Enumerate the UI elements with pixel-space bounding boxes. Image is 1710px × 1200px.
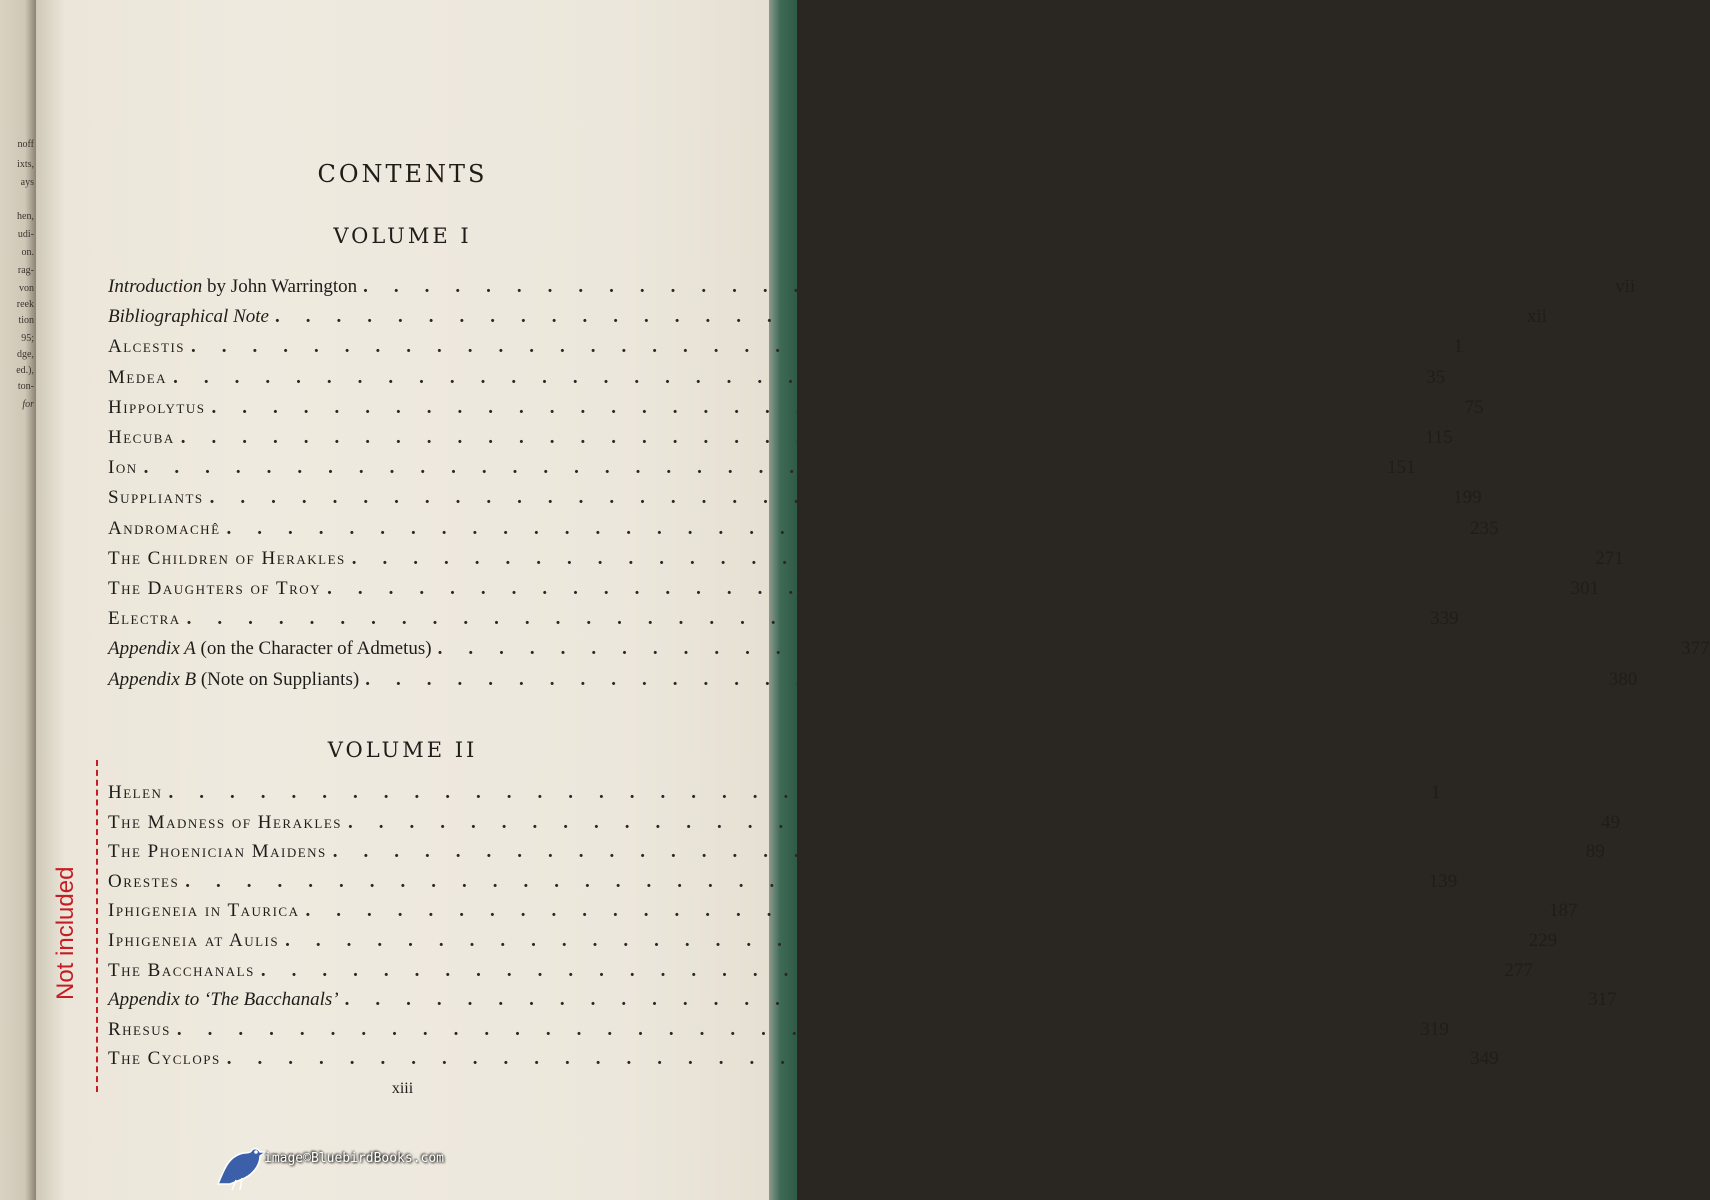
toc-entry-title: Ion: [108, 457, 138, 479]
toc-entry-title: Medea: [108, 366, 168, 388]
watermark-text: image©BluebirdBooks.com: [264, 1151, 445, 1166]
toc-entry-page: 89: [1585, 841, 1605, 863]
dot-leader: ........................................: [260, 959, 1491, 981]
toc-entry: [108, 396, 1484, 423]
left-fragment: udi-: [17, 229, 34, 240]
dot-leader: ........................................: [274, 306, 1505, 328]
toc-entry-title: The Cyclops: [108, 1048, 221, 1070]
toc-entry: [108, 427, 1453, 453]
toc-entry: [108, 517, 1499, 544]
toc-entry: [108, 959, 1533, 986]
toc-entry-title-italic: Bibliographical Note: [108, 306, 269, 328]
left-fragment: hen,: [17, 211, 34, 222]
toc-entry: [108, 547, 1624, 574]
dot-leader: ........................................: [351, 547, 1582, 569]
toc-entry-page: 187: [1548, 900, 1578, 922]
toc-entry-page: 35: [1426, 366, 1446, 388]
bluebird-icon: [210, 1140, 270, 1192]
left-fragment: ton-: [17, 381, 34, 392]
toc-entry: [108, 841, 1605, 867]
dot-leader: ........................................: [285, 930, 1516, 951]
toc-entry-page: 277: [1504, 959, 1533, 981]
toc-entry-title: [108, 276, 357, 298]
toc-entry: [108, 1018, 1449, 1045]
toc-entry: [108, 1048, 1499, 1074]
previous-page-edge: [0, 0, 36, 1200]
dot-leader: ........................................: [186, 608, 1417, 630]
dot-leader: ........................................: [327, 578, 1558, 599]
toc-entry: [108, 870, 1458, 897]
dot-leader: ........................................: [176, 1018, 1407, 1040]
toc-entry-title: Rhesus: [108, 1018, 171, 1040]
toc-entry-page: 380: [1608, 668, 1638, 690]
toc-entry-title: The Children of Herakles: [108, 547, 346, 569]
left-fragment: ed.),: [16, 365, 34, 376]
toc-entry-title: [108, 638, 432, 660]
dot-leader: ........................................: [347, 811, 1578, 833]
dot-leader: ........................................: [226, 1048, 1457, 1070]
left-fragment: noff: [17, 139, 34, 150]
dot-leader: ........................................: [209, 487, 1440, 509]
toc-entry-title-rest: by John Warrington: [202, 276, 358, 297]
toc-entry: [108, 930, 1558, 956]
dot-leader: ........................................: [185, 870, 1416, 892]
toc-entry-title: Andromachê: [108, 517, 221, 539]
toc-entry-title: The Phoenician Maidens: [108, 841, 327, 863]
toc-entry-title: [108, 669, 359, 691]
toc-entry-title: Alcestis: [108, 336, 186, 358]
toc-entry-page: vii: [1615, 276, 1636, 297]
toc-entry-page: 139: [1428, 870, 1458, 892]
toc-entry-title: [108, 989, 339, 1011]
toc-entry-title-rest: (on the Character of Admetus): [195, 638, 432, 660]
dot-leader: ........................................: [168, 782, 1399, 803]
not-included-label: Not included: [52, 866, 79, 1000]
toc-entry-title: Hippolytus: [108, 396, 206, 418]
toc-entry: [108, 638, 1710, 664]
left-fragment: ixts,: [17, 159, 34, 170]
toc-entry-title: Electra: [108, 608, 181, 630]
toc-entry-title-rest: (Note on Suppliants): [196, 668, 360, 690]
page-number: xiii: [391, 1080, 414, 1097]
toc-entry: [108, 782, 1441, 808]
toc-entry-title: [108, 306, 269, 328]
toc-entry-title: Iphigeneia in Taurica: [108, 900, 300, 922]
dot-leader: ........................................: [305, 900, 1536, 922]
left-fragment: reek: [16, 299, 34, 310]
left-fragment: rag-: [17, 265, 34, 276]
left-fragment: on.: [21, 247, 34, 258]
toc-entry-page: 349: [1470, 1048, 1499, 1070]
dot-leader: ........................................: [180, 427, 1411, 448]
left-fragment: dge,: [17, 349, 34, 360]
toc-entry: [108, 668, 1638, 695]
toc-entry-title: The Daughters of Troy: [108, 578, 322, 599]
toc-entry-page: 235: [1470, 517, 1499, 539]
left-fragment: ays: [20, 177, 34, 188]
toc-entry: [108, 900, 1578, 926]
contents-title: CONTENTS: [317, 160, 488, 188]
toc-entry-title-italic: Appendix to ‘The Bacchanals’: [108, 989, 339, 1011]
toc-entry: [108, 811, 1620, 838]
toc-entry: [108, 366, 1446, 393]
volume-1-heading: VOLUME I: [333, 224, 472, 248]
toc-entry-title-italic: Appendix A: [108, 638, 196, 660]
dot-leader: ........................................: [365, 668, 1596, 690]
toc-entry-page: 115: [1424, 427, 1453, 448]
not-included-bracket: [96, 760, 98, 1092]
toc-entry-page: 1: [1430, 782, 1441, 803]
dot-leader: ........................................: [226, 517, 1457, 539]
toc-entry-page: 1: [1453, 336, 1464, 358]
toc-entry-page: 319: [1420, 1018, 1449, 1040]
dot-leader: ........................................: [191, 336, 1422, 358]
toc-entry: [108, 276, 1636, 302]
toc-entry-title: Orestes: [108, 870, 180, 892]
toc-entry: [108, 989, 1617, 1015]
dot-leader: ........................................: [173, 366, 1404, 388]
toc-entry-page: 151: [1387, 457, 1416, 479]
dot-leader: ........................................: [332, 841, 1563, 863]
toc-entry-page: xii: [1526, 306, 1547, 328]
toc-entry-title: The Madness of Herakles: [108, 811, 342, 833]
toc-entry-page: 339: [1430, 608, 1459, 630]
toc-entry-page: 301: [1570, 578, 1600, 599]
left-fragment: von: [19, 283, 34, 294]
toc-entry: [108, 457, 1416, 483]
toc-entry-title: Iphigeneia at Aulis: [108, 930, 280, 951]
toc-entry-page: 271: [1595, 547, 1624, 569]
toc-entry-page: 377: [1681, 638, 1710, 660]
toc-entry-page: 317: [1588, 989, 1617, 1011]
toc-entry-page: 49: [1600, 811, 1620, 833]
watermark: [210, 1140, 540, 1190]
toc-entry-title: Helen: [108, 782, 163, 803]
dot-leader: ........................................: [437, 638, 1668, 660]
toc-entry: [108, 578, 1600, 604]
left-fragment: for: [22, 399, 34, 410]
dot-leader: ........................................: [143, 457, 1374, 479]
volume-2-heading: VOLUME II: [327, 738, 478, 762]
toc-entry: [108, 487, 1482, 513]
toc-entry-title-italic: Introduction: [108, 276, 203, 297]
left-fragment: 95;: [21, 333, 34, 344]
left-fragment: tion: [18, 315, 34, 326]
toc-entry: [108, 306, 1547, 332]
toc-entry-title: Suppliants: [108, 487, 204, 509]
toc-entry-page: 199: [1453, 487, 1482, 509]
dot-leader: ........................................: [211, 396, 1442, 418]
toc-entry-page: 229: [1528, 930, 1558, 951]
toc-entry: [108, 336, 1464, 362]
toc-entry-title: The Bacchanals: [108, 959, 255, 981]
toc-entry-title-italic: Appendix B: [108, 668, 197, 690]
toc-entry-title: Hecuba: [108, 427, 175, 448]
dot-leader: ........................................: [344, 989, 1575, 1011]
toc-entry: [108, 608, 1459, 634]
toc-entry-page: 75: [1464, 396, 1484, 418]
dot-leader: ........................................: [363, 276, 1594, 297]
